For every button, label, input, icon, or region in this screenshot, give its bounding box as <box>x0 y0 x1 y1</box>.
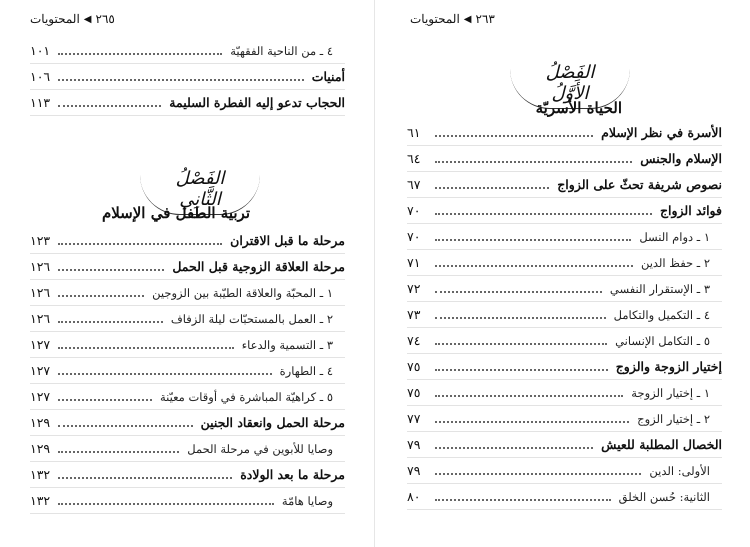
toc-entry-title: فوائد الزواج <box>659 203 722 218</box>
toc-entry <box>407 120 722 146</box>
toc-entry <box>407 432 722 458</box>
toc-entry-page-number: ٧٢ <box>407 281 421 296</box>
toc-entry <box>30 436 345 462</box>
right-chapter-ornament-text: الفَصْلُ الأَوَّلُ <box>510 62 630 109</box>
toc-entry <box>30 38 345 64</box>
left-main-toc <box>30 228 345 514</box>
toc-entry-title: ٤ ـ التكميل والتكامل <box>613 307 710 322</box>
toc-entry <box>407 406 722 432</box>
toc-entry-title: مرحلة ما بعد الولادة <box>240 467 345 482</box>
toc-entry-page-number: ١٢٧ <box>30 389 51 404</box>
toc-entry-page-number: ٧٩ <box>407 437 421 452</box>
toc-entry-title: الحجاب تدعو إليه الفطرة السليمة <box>169 95 345 110</box>
toc-dot-leader <box>435 421 629 423</box>
left-running-head <box>30 12 115 26</box>
toc-entry-page-number: ٨٠ <box>407 489 421 504</box>
toc-entry-page-number: ١٣٢ <box>30 467 51 482</box>
toc-entry-page-number: ٧٥ <box>407 385 421 400</box>
toc-entry <box>407 380 722 406</box>
toc-dot-leader <box>435 473 641 475</box>
toc-dot-leader <box>58 373 272 375</box>
left-chapter-heading: تربية الطفل في الإسلام <box>101 204 250 222</box>
toc-entry <box>407 224 722 250</box>
toc-entry <box>407 146 722 172</box>
toc-entry-page-number: ١٠١ <box>30 43 51 58</box>
toc-entry-title: الأسرة في نظر الإسلام <box>601 125 722 140</box>
left-chapter-ornament-text: الفَصْلُ الثَّانِي <box>140 168 260 215</box>
toc-dot-leader <box>435 291 602 293</box>
toc-entry-title: إختيار الزوجة والزوج <box>615 359 722 374</box>
toc-dot-leader <box>58 295 144 297</box>
toc-entry-page-number: ١٢٦ <box>30 259 51 274</box>
toc-dot-leader <box>58 399 152 401</box>
toc-entry-page-number: ١٢٦ <box>30 285 51 300</box>
triangle-marker-icon: ◀ <box>83 13 92 25</box>
toc-entry-page-number: ١٢٧ <box>30 337 51 352</box>
toc-entry <box>30 280 345 306</box>
toc-entry-title: ٣ ـ التسمية والدعاء <box>241 337 333 352</box>
toc-entry-title: ١ ـ إختيار الزوجة <box>631 385 710 400</box>
toc-entry-title: مرحلة العلاقة الزوجية قبل الحمل <box>172 259 345 274</box>
toc-entry-page-number: ١٠٦ <box>30 69 51 84</box>
right-main-toc <box>407 120 722 510</box>
toc-entry-title: ٣ ـ الإستقرار النفسي <box>609 281 710 296</box>
toc-dot-leader <box>58 243 222 245</box>
toc-entry <box>407 250 722 276</box>
left-top-toc <box>30 38 345 116</box>
toc-dot-leader <box>58 503 274 505</box>
toc-dot-leader <box>58 347 234 349</box>
toc-entry-title: مرحلة ما قبل الاقتران <box>230 233 345 248</box>
toc-dot-leader <box>58 105 161 107</box>
toc-dot-leader <box>435 343 607 345</box>
toc-entry-page-number: ٧٩ <box>407 463 421 478</box>
toc-entry-page-number: ٧٧ <box>407 411 421 426</box>
toc-entry-title: ٢ ـ حفظ الدين <box>640 255 710 270</box>
toc-dot-leader <box>435 317 606 319</box>
toc-entry-title: مرحلة الحمل وانعقاد الجنين <box>200 415 345 430</box>
toc-entry-page-number: ٧١ <box>407 255 421 270</box>
toc-entry <box>30 228 345 254</box>
toc-entry <box>30 488 345 514</box>
toc-entry <box>407 172 722 198</box>
right-page <box>375 0 750 547</box>
toc-entry <box>407 458 722 484</box>
toc-entry <box>30 332 345 358</box>
toc-dot-leader <box>58 269 164 271</box>
toc-entry-page-number: ١٢٣ <box>30 233 51 248</box>
toc-entry <box>407 484 722 510</box>
toc-dot-leader <box>435 239 631 241</box>
toc-entry-page-number: ٧٥ <box>407 359 421 374</box>
toc-entry-page-number: ١٢٧ <box>30 363 51 378</box>
toc-entry <box>30 410 345 436</box>
toc-entry <box>30 384 345 410</box>
toc-dot-leader <box>58 321 163 323</box>
toc-entry-page-number: ٧٠ <box>407 229 421 244</box>
triangle-marker-icon: ◀ <box>463 13 472 25</box>
toc-entry-title: الثانية: حُسن الخلق <box>618 489 710 504</box>
toc-entry <box>407 354 722 380</box>
toc-entry-page-number: ٧٣ <box>407 307 421 322</box>
toc-entry-page-number: ٦١ <box>407 125 421 140</box>
toc-entry-page-number: ٧٠ <box>407 203 421 218</box>
right-running-head <box>410 12 495 26</box>
toc-entry <box>407 276 722 302</box>
right-header-page-number: ٢٦٣ <box>475 12 495 26</box>
toc-dot-leader <box>435 499 611 501</box>
toc-dot-leader <box>435 447 593 449</box>
toc-dot-leader <box>435 135 593 137</box>
toc-entry-page-number: ١٢٩ <box>30 441 51 456</box>
toc-dot-leader <box>435 395 623 397</box>
toc-entry-title: ٢ ـ العمل بالمستحبّات ليلة الزفاف <box>170 311 333 326</box>
left-header-page-number: ٢٦٥ <box>95 12 115 26</box>
toc-entry-page-number: ١٢٩ <box>30 415 51 430</box>
toc-entry-title: ٥ ـ كراهيّة المباشرة في أوقات معيّنة <box>159 389 333 404</box>
toc-entry <box>407 302 722 328</box>
toc-dot-leader <box>58 451 179 453</box>
toc-entry <box>30 90 345 116</box>
toc-entry <box>30 64 345 90</box>
toc-entry-title: الأولى: الدين <box>649 463 710 478</box>
toc-entry-title: ٢ ـ إختيار الزوج <box>637 411 710 426</box>
toc-entry-title: نصوص شريفة تحثّ على الزواج <box>557 177 722 192</box>
toc-entry <box>30 306 345 332</box>
toc-entry-title: ٥ ـ التكامل الإنساني <box>615 333 710 348</box>
toc-entry-title: الإسلام والجنس <box>640 151 722 166</box>
right-chapter-heading: الحياة الأسريّة <box>535 99 622 117</box>
toc-entry-page-number: ١٣٢ <box>30 493 51 508</box>
toc-entry-page-number: ١١٣ <box>30 95 51 110</box>
toc-dot-leader <box>435 213 652 215</box>
toc-entry-title: ١ ـ دوام النسل <box>639 229 710 244</box>
toc-entry-title: وصايا للأبوين في مرحلة الحمل <box>187 441 333 456</box>
toc-entry <box>30 358 345 384</box>
toc-dot-leader <box>435 187 549 189</box>
toc-dot-leader <box>435 161 632 163</box>
toc-entry-page-number: ٦٤ <box>407 151 421 166</box>
toc-entry-title: ٤ ـ الطهارة <box>279 363 333 378</box>
toc-entry-page-number: ١٢٦ <box>30 311 51 326</box>
toc-dot-leader <box>435 265 633 267</box>
toc-entry-title: وصايا هامّة <box>281 493 333 508</box>
toc-entry-page-number: ٦٧ <box>407 177 421 192</box>
toc-entry <box>407 198 722 224</box>
right-header-title: المحتويات <box>410 12 460 26</box>
toc-entry-title: ١ ـ المحبّة والعلاقة الطيّبة بين الزوجين <box>152 285 333 300</box>
toc-entry-page-number: ٧٤ <box>407 333 421 348</box>
toc-entry <box>30 462 345 488</box>
toc-dot-leader <box>58 425 193 427</box>
left-header-title: المحتويات <box>30 12 80 26</box>
toc-entry-title: أمنيات <box>311 69 345 84</box>
toc-dot-leader <box>58 79 304 81</box>
toc-dot-leader <box>58 477 232 479</box>
toc-entry-title: ٤ ـ من الناحية الفقهيّة <box>230 43 333 58</box>
toc-dot-leader <box>58 53 222 55</box>
toc-dot-leader <box>435 369 608 371</box>
toc-entry <box>30 254 345 280</box>
toc-entry-title: الخصال المطلبة للعيش <box>601 437 722 452</box>
toc-entry <box>407 328 722 354</box>
